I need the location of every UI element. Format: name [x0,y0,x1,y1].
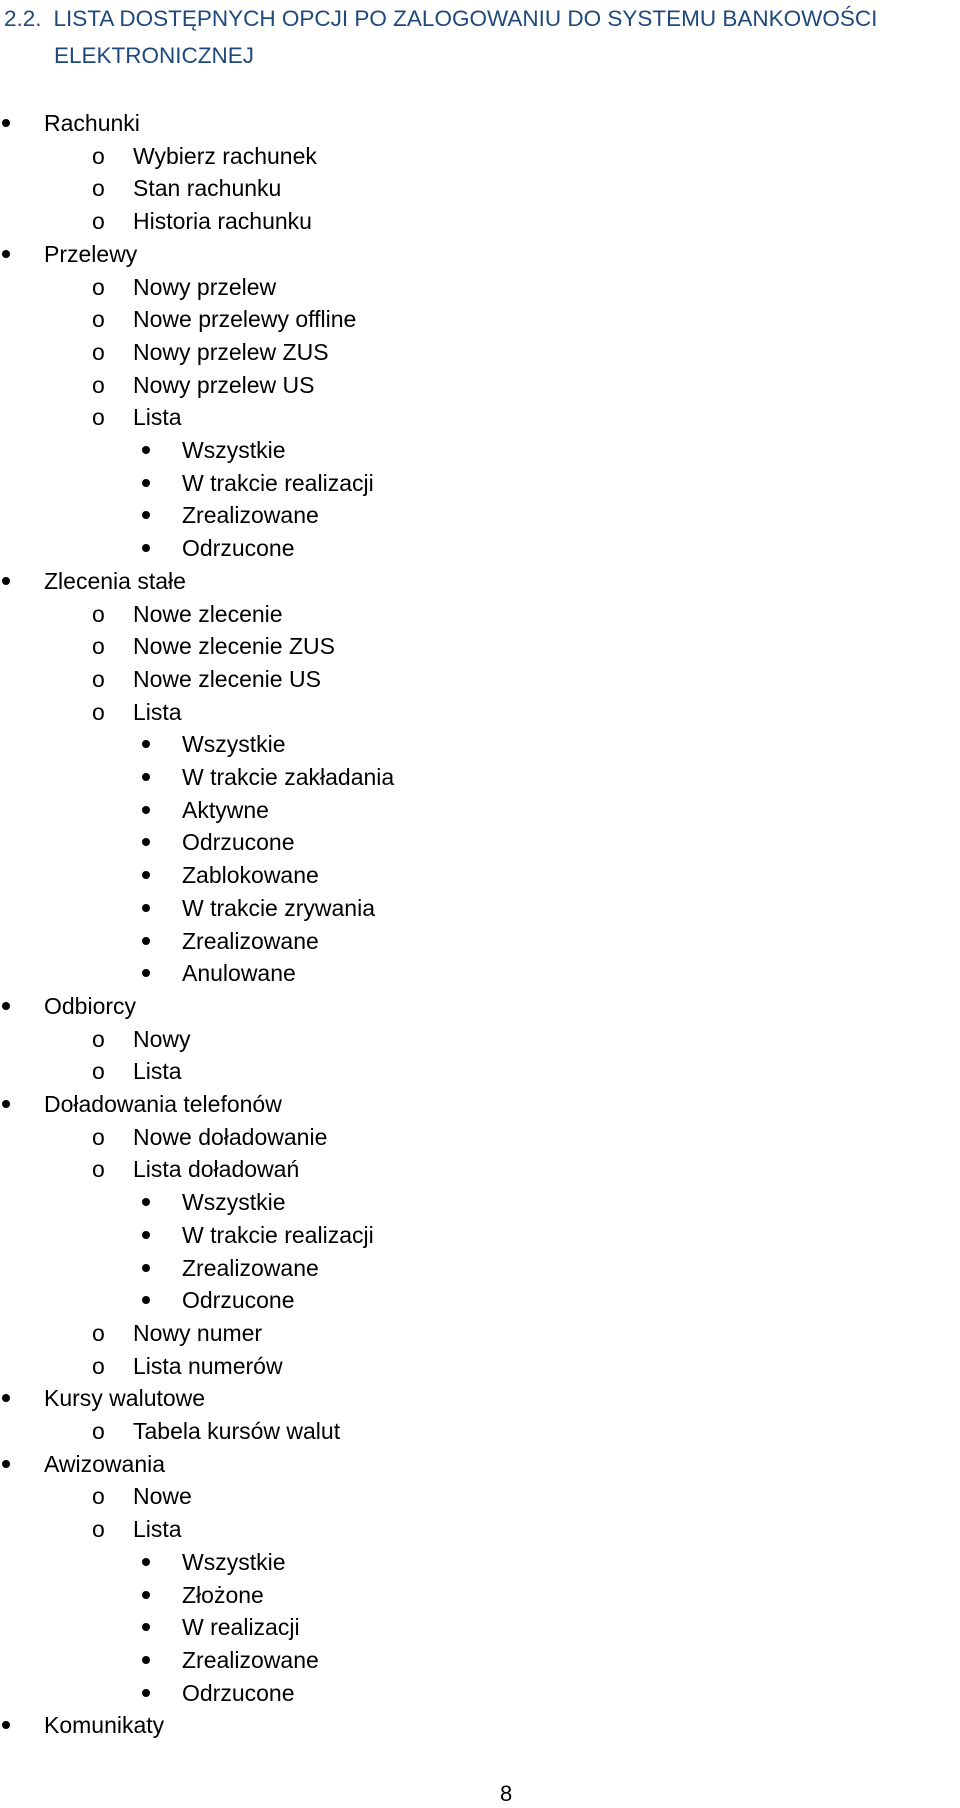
list-item-label: Lista [133,1058,182,1085]
list-item-level-2 [0,1480,940,1512]
bullet-dot-icon [142,1558,150,1566]
list-item-label: Nowe zlecenie ZUS [133,633,335,660]
circle-bullet-icon: o [92,273,105,300]
list-item-label: Odrzucone [182,1679,295,1706]
list-item-level-2 [0,1513,940,1545]
bullet-dot-icon [142,1231,150,1239]
list-item-label: Nowy przelew ZUS [133,338,329,365]
circle-bullet-icon: o [92,142,105,169]
list-item-level-3 [0,1219,940,1251]
bullet-dot-icon [2,1394,10,1402]
bullet-dot-icon [142,773,150,781]
circle-bullet-icon: o [92,1156,105,1183]
list-item-level-3 [0,1644,940,1676]
list-item-label: Wszystkie [182,1548,286,1575]
list-item-label: Odrzucone [182,535,295,562]
list-item-level-3 [0,957,940,989]
list-item-level-2 [0,336,940,368]
circle-bullet-icon: o [92,1352,105,1379]
circle-bullet-icon: o [92,175,105,202]
list-item-level-2 [0,140,940,172]
list-item-label: Nowe przelewy offline [133,306,357,333]
list-item-label: Odrzucone [182,1287,295,1314]
list-item-label: Zrealizowane [182,1254,319,1281]
bullet-dot-icon [142,937,150,945]
list-item-level-2 [0,172,940,204]
bullet-dot-icon [142,1623,150,1631]
circle-bullet-icon: o [92,1319,105,1346]
list-item-level-2 [0,205,940,237]
list-item-label: W trakcie zrywania [182,894,375,921]
page-number: 8 [500,1781,513,1806]
list-item-level-3 [0,925,940,957]
list-item-label: Kursy walutowe [44,1385,206,1412]
list-item-level-3 [0,1546,940,1578]
list-item-level-3 [0,1284,940,1316]
bullet-dot-icon [2,577,10,585]
list-item-level-1 [0,238,940,270]
circle-bullet-icon: o [92,338,105,365]
list-item-label: Historia rachunku [133,208,312,235]
bullet-dot-icon [142,1198,150,1206]
circle-bullet-icon: o [92,1516,105,1543]
bullet-dot-icon [2,1100,10,1108]
circle-bullet-icon: o [92,1483,105,1510]
list-item-level-2 [0,303,940,335]
bullet-dot-icon [142,871,150,879]
list-item-level-2 [0,401,940,433]
list-item-level-2 [0,1121,940,1153]
list-item-level-2 [0,1317,940,1349]
list-item-label: Komunikaty [44,1712,165,1739]
list-item-label: Rachunki [44,110,140,136]
list-item-label: W trakcie zakładania [182,764,395,790]
list-item-label: Zrealizowane [182,502,319,529]
bullet-dot-icon [142,1591,150,1599]
list-item-label: Wszystkie [182,437,286,463]
bullet-dot-icon [142,806,150,814]
bullet-dot-icon [142,544,150,552]
list-item-label: Nowy przelew US [133,371,315,398]
list-item-label: Awizowania [44,1450,166,1477]
list-item-label: Lista [133,698,182,725]
list-item-label: Nowe doładowanie [133,1123,328,1150]
list-item-label: Nowy przelew [133,273,277,300]
list-item-level-2 [0,663,940,695]
list-item-label: Nowe [133,1483,192,1510]
circle-bullet-icon: o [92,1058,105,1085]
list-item-label: W trakcie realizacji [182,1221,374,1248]
heading-title-line-2: ELEKTRONICZNEJ [54,43,255,68]
list-item-label: Aktywne [182,796,269,823]
list-item-label: Lista numerów [133,1352,283,1379]
bullet-dot-icon [142,479,150,487]
list-item-level-3 [0,761,940,793]
list-item-level-3 [0,1252,940,1284]
list-item-label: Doładowania telefonów [44,1091,282,1117]
bullet-dot-icon [142,740,150,748]
bullet-dot-icon [142,446,150,454]
bullet-dot-icon [2,1460,10,1468]
list-item-label: Nowe zlecenie US [133,665,321,692]
list-item-level-2 [0,696,940,728]
list-item-level-1 [0,565,940,597]
circle-bullet-icon: o [92,208,105,235]
section-heading [4,0,944,74]
section-number: 2.2. [4,6,42,31]
list-item-level-3 [0,1611,940,1643]
list-item-level-2 [0,1415,940,1447]
list-item-level-2 [0,1055,940,1087]
bullet-dot-icon [142,969,150,977]
circle-bullet-icon: o [92,1418,105,1444]
list-item-label: Nowy numer [133,1319,263,1346]
list-item-level-3 [0,1579,940,1611]
list-item-level-1 [0,1088,940,1120]
bullet-dot-icon [142,511,150,519]
bullet-dot-icon [142,1296,150,1304]
list-item-level-2 [0,598,940,630]
circle-bullet-icon: o [92,600,105,627]
list-item-label: Wszystkie [182,1189,286,1216]
bullet-dot-icon [142,904,150,912]
list-item-label: Stan rachunku [133,175,282,202]
bullet-dot-icon [2,119,10,127]
list-item-label: Odbiorcy [44,992,137,1019]
list-item-label: Nowy [133,1025,191,1052]
list-item-label: Tabela kursów walut [133,1418,341,1444]
list-item-level-3 [0,532,940,564]
list-item-label: Przelewy [44,240,138,267]
list-item-label: Anulowane [182,960,296,987]
bullet-dot-icon [2,1002,10,1010]
list-item-level-2 [0,1153,940,1185]
bullet-dot-icon [142,838,150,846]
bullet-dot-icon [142,1656,150,1664]
bullet-dot-icon [142,1264,150,1272]
circle-bullet-icon: o [92,371,105,398]
list-item-label: W trakcie realizacji [182,469,374,496]
list-item-level-2 [0,630,940,662]
list-item-level-2 [0,271,940,303]
list-item-label: Nowe zlecenie [133,600,283,627]
list-item-level-3 [0,892,940,924]
list-item-level-1 [0,1382,940,1414]
circle-bullet-icon: o [92,698,105,725]
list-item-level-3 [0,499,940,531]
list-item-label: Lista doładowań [133,1156,300,1183]
list-item-label: Zablokowane [182,862,319,889]
circle-bullet-icon: o [92,404,105,431]
list-item-level-2 [0,369,940,401]
list-item-level-1 [0,107,940,139]
list-item-label: Wybierz rachunek [133,142,317,169]
list-item-label: Zrealizowane [182,1646,319,1673]
list-item-label: Wszystkie [182,731,286,758]
list-item-label: Lista [133,404,182,431]
heading-title-line-1: LISTA DOSTĘPNYCH OPCJI PO ZALOGOWANIU DO SYSTEMU BANKOWOŚCI [53,6,878,31]
list-item-level-1 [0,990,940,1022]
list-item-level-3 [0,1186,940,1218]
circle-bullet-icon: o [92,1123,105,1150]
list-item-level-3 [0,1677,940,1709]
heading-line-1 [4,0,944,37]
list-item-label: Złożone [182,1581,264,1608]
list-item-label: W realizacji [182,1614,300,1641]
list-item-level-3 [0,794,940,826]
bullet-dot-icon [2,1721,10,1729]
list-item-label: Lista [133,1516,182,1543]
list-item-level-3 [0,434,940,466]
circle-bullet-icon: o [92,306,105,333]
list-item-level-3 [0,826,940,858]
circle-bullet-icon: o [92,633,105,660]
list-item-level-2 [0,1023,940,1055]
list-item-level-2 [0,1350,940,1382]
bullet-dot-icon [142,1689,150,1697]
list-item-level-1 [0,1709,940,1741]
list-item-level-1 [0,1448,940,1480]
circle-bullet-icon: o [92,665,105,692]
list-item-level-3 [0,467,940,499]
list-item-level-3 [0,859,940,891]
circle-bullet-icon: o [92,1025,105,1052]
list-item-label: Zrealizowane [182,927,319,954]
heading-line-2 [4,37,944,74]
list-item-label: Zlecenia stałe [44,567,186,594]
list-item-label: Odrzucone [182,829,295,856]
list-item-level-3 [0,728,940,760]
bullet-dot-icon [2,250,10,258]
